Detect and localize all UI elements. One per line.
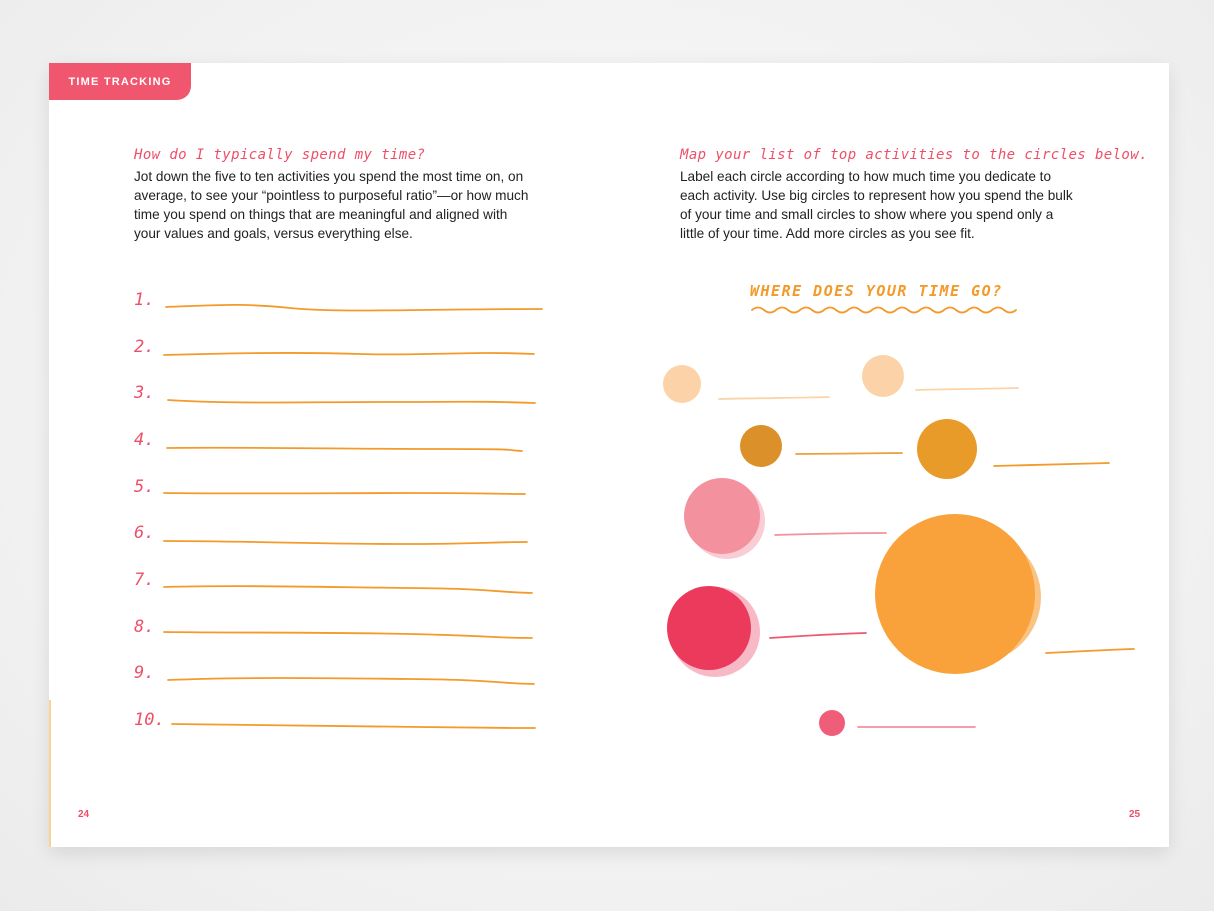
label-line-magenta bbox=[770, 633, 866, 638]
circle-peach-small-1 bbox=[663, 365, 701, 403]
label-line-rose bbox=[775, 533, 886, 535]
list-number: 3. bbox=[134, 383, 155, 403]
left-page-number: 24 bbox=[78, 809, 90, 820]
squiggle-underline bbox=[752, 308, 1016, 313]
list-number: 1. bbox=[134, 290, 155, 310]
label-line-ochre-2 bbox=[994, 463, 1109, 466]
circle-rose bbox=[684, 478, 760, 554]
list-number: 2. bbox=[134, 337, 155, 357]
label-line-orange bbox=[1046, 649, 1134, 653]
list-number: 6. bbox=[134, 523, 155, 543]
list-number: 8. bbox=[134, 617, 155, 637]
list-number: 10. bbox=[134, 710, 165, 730]
right-heading: Map your list of top activities to the circles below. bbox=[680, 147, 1148, 163]
circle-magenta bbox=[667, 586, 751, 670]
list-number: 9. bbox=[134, 663, 155, 683]
section-tab: TIME TRACKING bbox=[49, 63, 191, 100]
list-number: 5. bbox=[134, 477, 155, 497]
circle-ochre-medium bbox=[917, 419, 977, 479]
label-line-peach-2 bbox=[916, 388, 1018, 390]
circle-peach-small-2 bbox=[862, 355, 904, 397]
circle-ochre-small bbox=[740, 425, 782, 467]
list-number: 4. bbox=[134, 430, 155, 450]
circles-subtitle: WHERE DOES YOUR TIME GO? bbox=[750, 282, 1003, 300]
circle-pink-tiny bbox=[819, 710, 845, 736]
circle-orange-big bbox=[875, 514, 1035, 674]
label-line-peach-1 bbox=[719, 397, 829, 399]
right-page-number: 25 bbox=[1129, 809, 1141, 820]
list-number: 7. bbox=[134, 570, 155, 590]
right-body: Label each circle according to how much time you dedicate to each activity. Use big circles to represent how you spend the bulk of your time and small circles to show where you spend only a little of your time. Add more circles as you see fit. bbox=[680, 169, 1073, 241]
left-body: Jot down the five to ten activities you spend the most time on, on average, to see your “pointless to purposeful ratio”—or how much time you spend on things that are meaningful and aligned with your values and goals, versus everything else. bbox=[134, 169, 529, 241]
label-line-ochre-1 bbox=[796, 453, 902, 454]
left-heading: How do I typically spend my time? bbox=[134, 147, 426, 163]
